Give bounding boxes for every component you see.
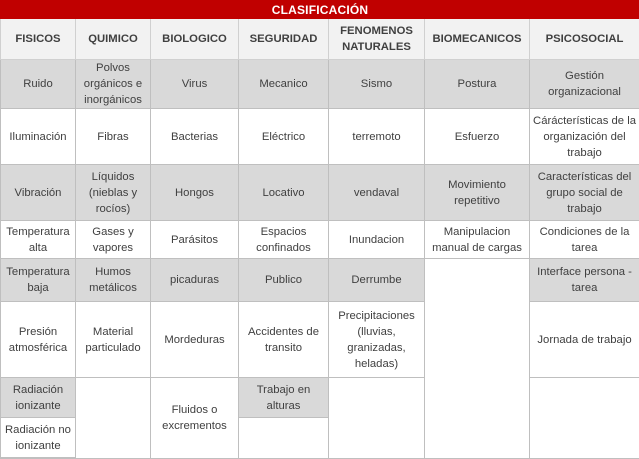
cell-psicosocial: Interface persona - tarea <box>530 259 639 302</box>
cell-fenomenos: Precipitaciones (lluvias, granizadas, heladas) <box>329 302 425 378</box>
cell-biologico: picaduras <box>151 259 239 302</box>
cell-biomecanicos-empty <box>425 259 530 459</box>
header-biomecanicos: BIOMECANICOS <box>425 19 530 60</box>
cell-seguridad: Accidentes de transito <box>239 302 329 378</box>
cell-seguridad: Espacios confinados <box>239 221 329 259</box>
cell-psicosocial: Jornada de trabajo <box>530 302 639 378</box>
cell-seguridad: Trabajo en alturas <box>239 378 329 418</box>
cell-quimico: Fibras <box>76 109 151 165</box>
cell-fenomenos-empty <box>329 378 425 459</box>
cell-psicosocial: Gestión organizacional <box>530 60 639 109</box>
header-psicosocial: PSICOSOCIAL <box>530 19 639 60</box>
header-fenomenos-naturales: FENOMENOS NATURALES <box>329 19 425 60</box>
cell-quimico: Humos metálicos <box>76 259 151 302</box>
cell-fenomenos: Inundacion <box>329 221 425 259</box>
cell-biologico: Fluidos o excrementos <box>151 378 239 459</box>
cell-fenomenos: Derrumbe <box>329 259 425 302</box>
cell-biomecanicos: Manipulacion manual de cargas <box>425 221 530 259</box>
cell-seguridad-empty <box>239 418 329 459</box>
header-seguridad: SEGURIDAD <box>239 19 329 60</box>
cell-seguridad: Publico <box>239 259 329 302</box>
cell-biologico: Parásitos <box>151 221 239 259</box>
cell-seguridad: Locativo <box>239 165 329 221</box>
cell-biomecanicos: Movimiento repetitivo <box>425 165 530 221</box>
cell-fisicos-empty <box>1 458 76 459</box>
cell-fisicos: Radiación ionizante <box>1 378 76 418</box>
cell-biologico: Bacterias <box>151 109 239 165</box>
cell-fenomenos: vendaval <box>329 165 425 221</box>
cell-fisicos: Ruido <box>1 60 76 109</box>
cell-biologico: Virus <box>151 60 239 109</box>
table-title: CLASIFICACIÓN <box>1 1 639 19</box>
cell-quimico: Polvos orgánicos e inorgánicos <box>76 60 151 109</box>
cell-fisicos: Iluminación <box>1 109 76 165</box>
cell-fisicos: Temperatura alta <box>1 221 76 259</box>
header-biologico: BIOLOGICO <box>151 19 239 60</box>
cell-biomecanicos: Postura <box>425 60 530 109</box>
cell-seguridad: Mecanico <box>239 60 329 109</box>
cell-fenomenos: Sismo <box>329 60 425 109</box>
cell-biomecanicos: Esfuerzo <box>425 109 530 165</box>
header-fisicos: FISICOS <box>1 19 76 60</box>
cell-biologico: Hongos <box>151 165 239 221</box>
cell-psicosocial: Características del grupo social de trabajo <box>530 165 639 221</box>
cell-quimico: Material particulado <box>76 302 151 378</box>
cell-quimico: Gases y vapores <box>76 221 151 259</box>
cell-fisicos: Radiación no ionizante <box>1 418 76 458</box>
cell-fisicos: Presión atmosférica <box>1 302 76 378</box>
cell-fisicos: Temperatura baja <box>1 259 76 302</box>
cell-psicosocial: Cárácterísticas de la organización del trabajo <box>530 109 639 165</box>
cell-quimico-empty <box>76 378 151 459</box>
cell-quimico: Líquidos (nieblas y rocíos) <box>76 165 151 221</box>
cell-psicosocial-empty <box>530 378 639 459</box>
cell-seguridad: Eléctrico <box>239 109 329 165</box>
cell-fenomenos: terremoto <box>329 109 425 165</box>
cell-psicosocial: Condiciones de la tarea <box>530 221 639 259</box>
cell-fisicos: Vibración <box>1 165 76 221</box>
cell-biologico: Mordeduras <box>151 302 239 378</box>
header-quimico: QUIMICO <box>76 19 151 60</box>
